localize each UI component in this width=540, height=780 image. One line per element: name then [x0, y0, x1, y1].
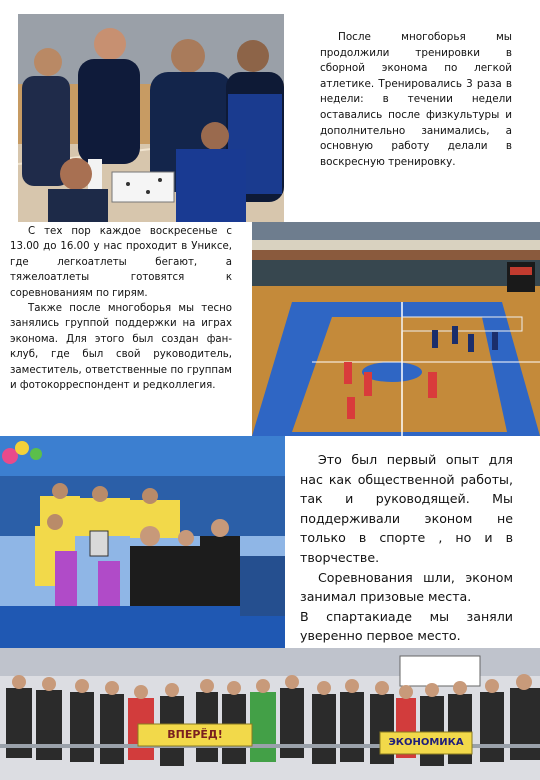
- bottom-right-paragraph-3: В спартакиаде мы заняли уверенно первое место.: [300, 608, 513, 644]
- left-paragraph-2: Также после многоборья мы тесно занялись группой поддержки на играх эконома. Для этого был создан фан-клуб, где был свой руководитель, заместитель, ответственные по группам и фотокорреспондент и редколлегия.: [10, 303, 232, 392]
- bottom-right-paragraphs: [300, 450, 513, 646]
- left-paragraphs: [10, 224, 232, 393]
- fans-banner-right: ЭКОНОМИКА: [388, 737, 464, 748]
- left-paragraph-1: С тех пор каждое воскресенье с 13.00 до 16.00 у нас проходит в Униксе, где легкоатлеты бегают, а тяжелоатлеты готовятся к соревнованиям по гирям.: [10, 226, 232, 299]
- volleyball-court-photo: [252, 222, 540, 436]
- top-right-paragraph: [320, 30, 512, 170]
- cheer-group-photo: [0, 436, 285, 648]
- team-huddle-photo: [18, 14, 284, 222]
- fans-stands-photo: [0, 648, 540, 780]
- bottom-right-paragraph-2: Соревнования шли, эконом занимал призовые места.: [300, 569, 513, 605]
- bottom-right-paragraph-1: Это был первый опыт для нас как общественной работы, так и руководящей. Мы поддерживали эконом не только в спорте , но и в творчестве.: [300, 452, 513, 565]
- fans-banner-left: ВПЕРЁД!: [167, 728, 223, 741]
- top-right-text: После многоборья мы продолжили тренировки в сборной эконома по легкой атлетике. Тренировались 3 раза в недели: в течении недели оставались после физкультуры и дополнительно занимались, а основную работу делали в воскресную тренировку.: [320, 31, 512, 168]
